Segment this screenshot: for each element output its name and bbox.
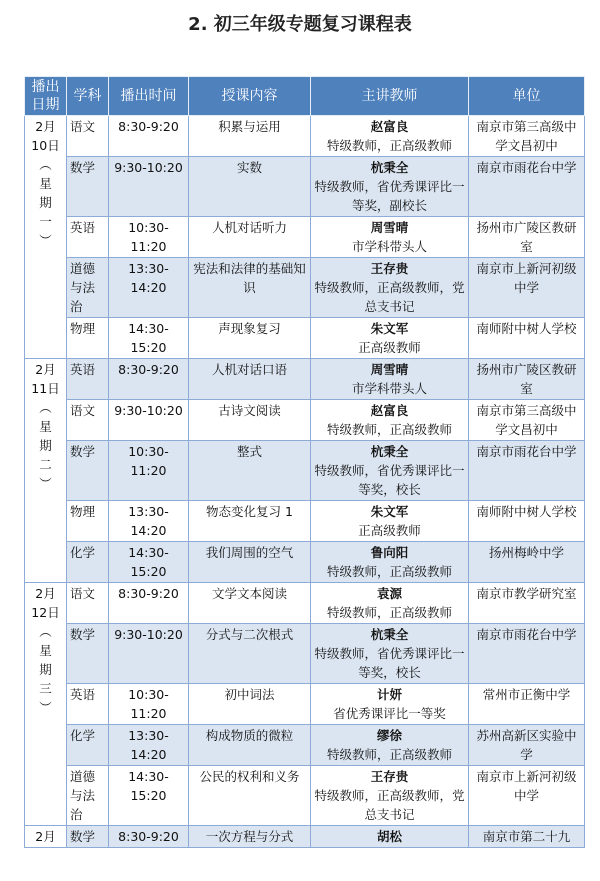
content-cell: 古诗文阅读	[189, 400, 311, 441]
time-cell: 9:30-10:20	[109, 624, 189, 684]
schedule-body	[25, 116, 585, 848]
teacher-title: 正高级教师	[358, 340, 421, 355]
time-cell: 13:30-14:20	[109, 501, 189, 542]
content-cell: 构成物质的微粒	[189, 725, 311, 766]
teacher-cell	[311, 542, 469, 583]
table-row	[25, 501, 585, 542]
teacher-title: 特级教师，省优秀课评比一等奖，校长	[314, 646, 465, 680]
time-cell: 14:30-15:20	[109, 318, 189, 359]
teacher-cell	[311, 318, 469, 359]
teacher-title: 特级教师，正高级教师，党总支书记	[314, 788, 465, 822]
content-cell: 文学文本阅读	[189, 583, 311, 624]
unit-cell: 南京市上新河初级中学	[469, 766, 585, 826]
teacher-title: 特级教师，正高级教师	[326, 138, 452, 153]
teacher-cell	[311, 400, 469, 441]
teacher-cell	[311, 157, 469, 217]
unit-cell: 南京市第三高级中学文昌初中	[469, 116, 585, 157]
time-cell: 10:30-11:20	[109, 217, 189, 258]
unit-cell: 南师附中树人学校	[469, 318, 585, 359]
teacher-title: 特级教师，正高级教师	[326, 605, 452, 620]
table-row	[25, 441, 585, 501]
teacher-cell	[311, 826, 469, 848]
content-cell: 积累与运用	[189, 116, 311, 157]
table-row	[25, 583, 585, 624]
teacher-name: 周雪晴	[370, 362, 409, 377]
time-cell: 8:30-9:20	[109, 583, 189, 624]
header-content: 授课内容	[189, 77, 311, 116]
content-cell: 物态变化复习 1	[189, 501, 311, 542]
broadcast-date: 2月	[35, 829, 56, 844]
content-cell: 宪法和法律的基础知识	[189, 258, 311, 318]
schedule-table	[24, 76, 585, 848]
table-row	[25, 684, 585, 725]
table-row	[25, 116, 585, 157]
unit-cell: 南京市雨花台中学	[469, 441, 585, 501]
table-row	[25, 318, 585, 359]
subject-cell: 数学	[67, 157, 109, 217]
header-subject: 学科	[67, 77, 109, 116]
teacher-cell	[311, 624, 469, 684]
time-cell: 8:30-9:20	[109, 116, 189, 157]
teacher-title: 特级教师，正高级教师	[326, 422, 452, 437]
header-teacher: 主讲教师	[311, 77, 469, 116]
header-time: 播出时间	[109, 77, 189, 116]
broadcast-date-cell	[25, 116, 67, 359]
unit-cell: 南京市雨花台中学	[469, 157, 585, 217]
header-date: 播出日期	[25, 77, 67, 116]
unit-cell: 南京市第二十九	[469, 826, 585, 848]
teacher-name: 杭秉全	[370, 160, 409, 175]
teacher-name: 缪徐	[376, 728, 402, 743]
subject-cell: 英语	[67, 684, 109, 725]
table-row	[25, 157, 585, 217]
subject-cell: 化学	[67, 542, 109, 583]
header-unit: 单位	[469, 77, 585, 116]
content-cell: 人机对话口语	[189, 359, 311, 400]
teacher-title: 市学科带头人	[351, 239, 427, 254]
unit-cell: 南京市教学研究室	[469, 583, 585, 624]
teacher-name: 朱文军	[370, 504, 409, 519]
table-header-row	[25, 77, 585, 116]
content-cell: 整式	[189, 441, 311, 501]
teacher-name: 赵富良	[370, 119, 409, 134]
unit-cell: 南京市上新河初级中学	[469, 258, 585, 318]
subject-cell: 语文	[67, 400, 109, 441]
time-cell: 9:30-10:20	[109, 157, 189, 217]
subject-cell: 道德与法治	[67, 766, 109, 826]
subject-cell: 英语	[67, 217, 109, 258]
teacher-name: 朱文军	[370, 321, 409, 336]
teacher-name: 计妍	[376, 687, 402, 702]
teacher-cell	[311, 359, 469, 400]
teacher-title: 特级教师，正高级教师，党总支书记	[314, 280, 465, 314]
time-cell: 14:30-15:20	[109, 542, 189, 583]
table-row	[25, 359, 585, 400]
teacher-name: 杭秉全	[370, 444, 409, 459]
teacher-title: 特级教师，省优秀课评比一等奖，校长	[314, 463, 465, 497]
teacher-cell	[311, 766, 469, 826]
teacher-name: 鲁向阳	[370, 545, 409, 560]
content-cell: 我们周围的空气	[189, 542, 311, 583]
table-row	[25, 400, 585, 441]
broadcast-date-cell	[25, 826, 67, 848]
teacher-cell	[311, 725, 469, 766]
subject-cell: 语文	[67, 116, 109, 157]
time-cell: 10:30-11:20	[109, 684, 189, 725]
subject-cell: 数学	[67, 441, 109, 501]
teacher-name: 袁源	[376, 586, 402, 601]
teacher-cell	[311, 684, 469, 725]
time-cell: 10:30-11:20	[109, 441, 189, 501]
content-cell: 一次方程与分式	[189, 826, 311, 848]
teacher-name: 赵富良	[370, 403, 409, 418]
teacher-title: 特级教师，省优秀课评比一等奖，副校长	[314, 179, 465, 213]
unit-cell: 扬州市广陵区教研室	[469, 217, 585, 258]
broadcast-date: 2月 12日 ︵ 星 期 三 ︶	[31, 586, 60, 715]
teacher-name: 胡松	[376, 829, 402, 844]
broadcast-date: 2月 10日 ︵ 星 期 一 ︶	[31, 119, 60, 248]
content-cell: 公民的权利和义务	[189, 766, 311, 826]
unit-cell: 常州市正衡中学	[469, 684, 585, 725]
teacher-cell	[311, 116, 469, 157]
teacher-name: 王存贵	[370, 261, 409, 276]
teacher-title: 省优秀课评比一等奖	[333, 706, 446, 721]
teacher-name: 杭秉全	[370, 627, 409, 642]
subject-cell: 物理	[67, 501, 109, 542]
teacher-cell	[311, 501, 469, 542]
teacher-title: 特级教师，正高级教师	[326, 564, 452, 579]
subject-cell: 语文	[67, 583, 109, 624]
time-cell: 9:30-10:20	[109, 400, 189, 441]
teacher-cell	[311, 258, 469, 318]
teacher-title: 正高级教师	[358, 523, 421, 538]
content-cell: 声现象复习	[189, 318, 311, 359]
subject-cell: 数学	[67, 624, 109, 684]
teacher-title: 市学科带头人	[351, 381, 427, 396]
table-row	[25, 542, 585, 583]
table-row	[25, 217, 585, 258]
time-cell: 8:30-9:20	[109, 826, 189, 848]
unit-cell: 南师附中树人学校	[469, 501, 585, 542]
teacher-cell	[311, 583, 469, 624]
subject-cell: 数学	[67, 826, 109, 848]
content-cell: 实数	[189, 157, 311, 217]
page-title: 2. 初三年级专题复习课程表	[188, 14, 412, 35]
unit-cell: 苏州高新区实验中学	[469, 725, 585, 766]
teacher-name: 周雪晴	[370, 220, 409, 235]
time-cell: 8:30-9:20	[109, 359, 189, 400]
teacher-cell	[311, 441, 469, 501]
unit-cell: 扬州梅岭中学	[469, 542, 585, 583]
broadcast-date: 2月 11日 ︵ 星 期 二 ︶	[31, 362, 60, 491]
content-cell: 分式与二次根式	[189, 624, 311, 684]
broadcast-date-cell	[25, 359, 67, 583]
subject-cell: 物理	[67, 318, 109, 359]
table-row	[25, 766, 585, 826]
table-row	[25, 258, 585, 318]
subject-cell: 道德与法治	[67, 258, 109, 318]
unit-cell: 南京市第三高级中学文昌初中	[469, 400, 585, 441]
unit-cell: 扬州市广陵区教研室	[469, 359, 585, 400]
teacher-cell	[311, 217, 469, 258]
time-cell: 13:30-14:20	[109, 258, 189, 318]
subject-cell: 化学	[67, 725, 109, 766]
time-cell: 13:30-14:20	[109, 725, 189, 766]
subject-cell: 英语	[67, 359, 109, 400]
table-row	[25, 826, 585, 848]
content-cell: 人机对话听力	[189, 217, 311, 258]
table-row	[25, 725, 585, 766]
unit-cell: 南京市雨花台中学	[469, 624, 585, 684]
broadcast-date-cell	[25, 583, 67, 826]
teacher-name: 王存贵	[370, 769, 409, 784]
time-cell: 14:30-15:20	[109, 766, 189, 826]
content-cell: 初中词法	[189, 684, 311, 725]
teacher-title: 特级教师，正高级教师	[326, 747, 452, 762]
table-row	[25, 624, 585, 684]
